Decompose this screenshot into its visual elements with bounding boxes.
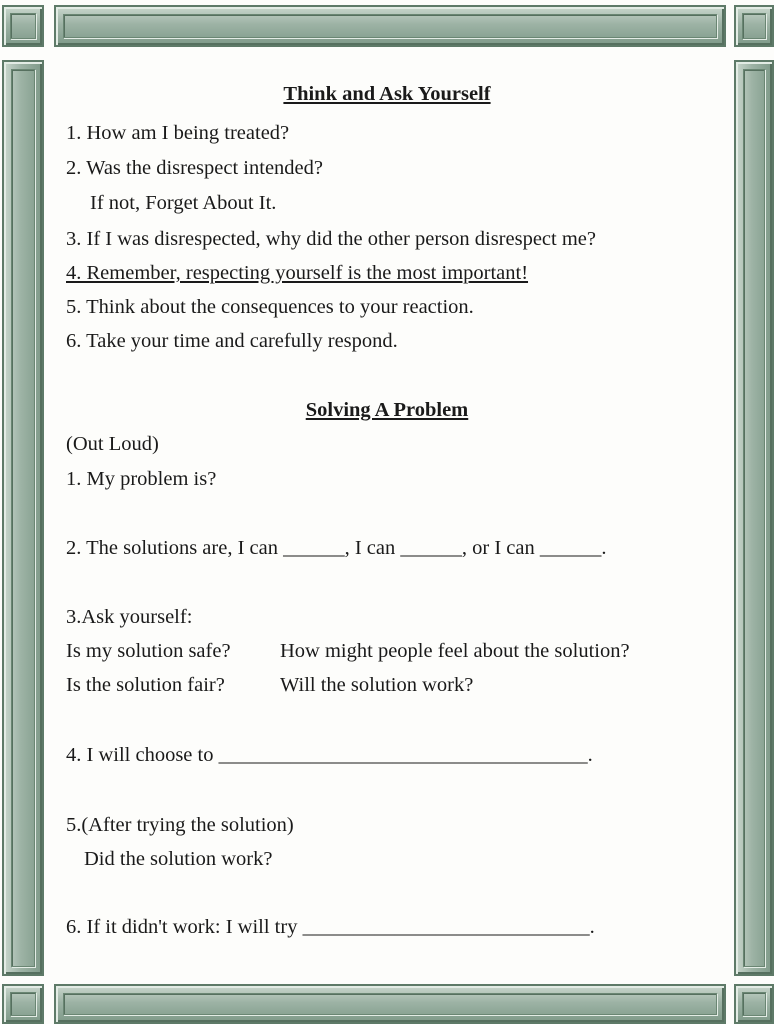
question-feel: How might people feel about the solution? — [280, 640, 630, 662]
step-6: 6. If it didn't work: I will try ____________________________. — [66, 916, 595, 938]
list-item-important: 4. Remember, respecting yourself is the most important! — [66, 262, 529, 284]
step-3-title: 3.Ask yourself: — [66, 606, 193, 628]
step-5-title: 5.(After trying the solution) — [66, 814, 294, 836]
question-work: Will the solution work? — [280, 674, 474, 696]
list-item: 2. Was the disrespect intended? — [66, 157, 323, 179]
out-loud-note: (Out Loud) — [66, 433, 159, 455]
step-4: 4. I will choose to ____________________________________. — [66, 744, 593, 766]
question-fair: Is the solution fair? — [66, 674, 225, 696]
question-safe: Is my solution safe? — [66, 640, 231, 662]
list-item: 1. How am I being treated? — [66, 122, 290, 144]
list-item: If not, Forget About It. — [90, 192, 277, 214]
list-item: 6. Take your time and carefully respond. — [66, 330, 398, 352]
step-2: 2. The solutions are, I can ______, I can ______, or I can ______. — [66, 537, 607, 559]
heading-solving-a-problem: Solving A Problem — [305, 399, 469, 421]
list-item: 5. Think about the consequences to your reaction. — [66, 296, 474, 318]
step-5-question: Did the solution work? — [84, 848, 273, 870]
list-item: 3. If I was disrespected, why did the other person disrespect me? — [66, 228, 596, 250]
heading-think-and-ask: Think and Ask Yourself — [283, 83, 491, 105]
step-1: 1. My problem is? — [66, 468, 217, 490]
